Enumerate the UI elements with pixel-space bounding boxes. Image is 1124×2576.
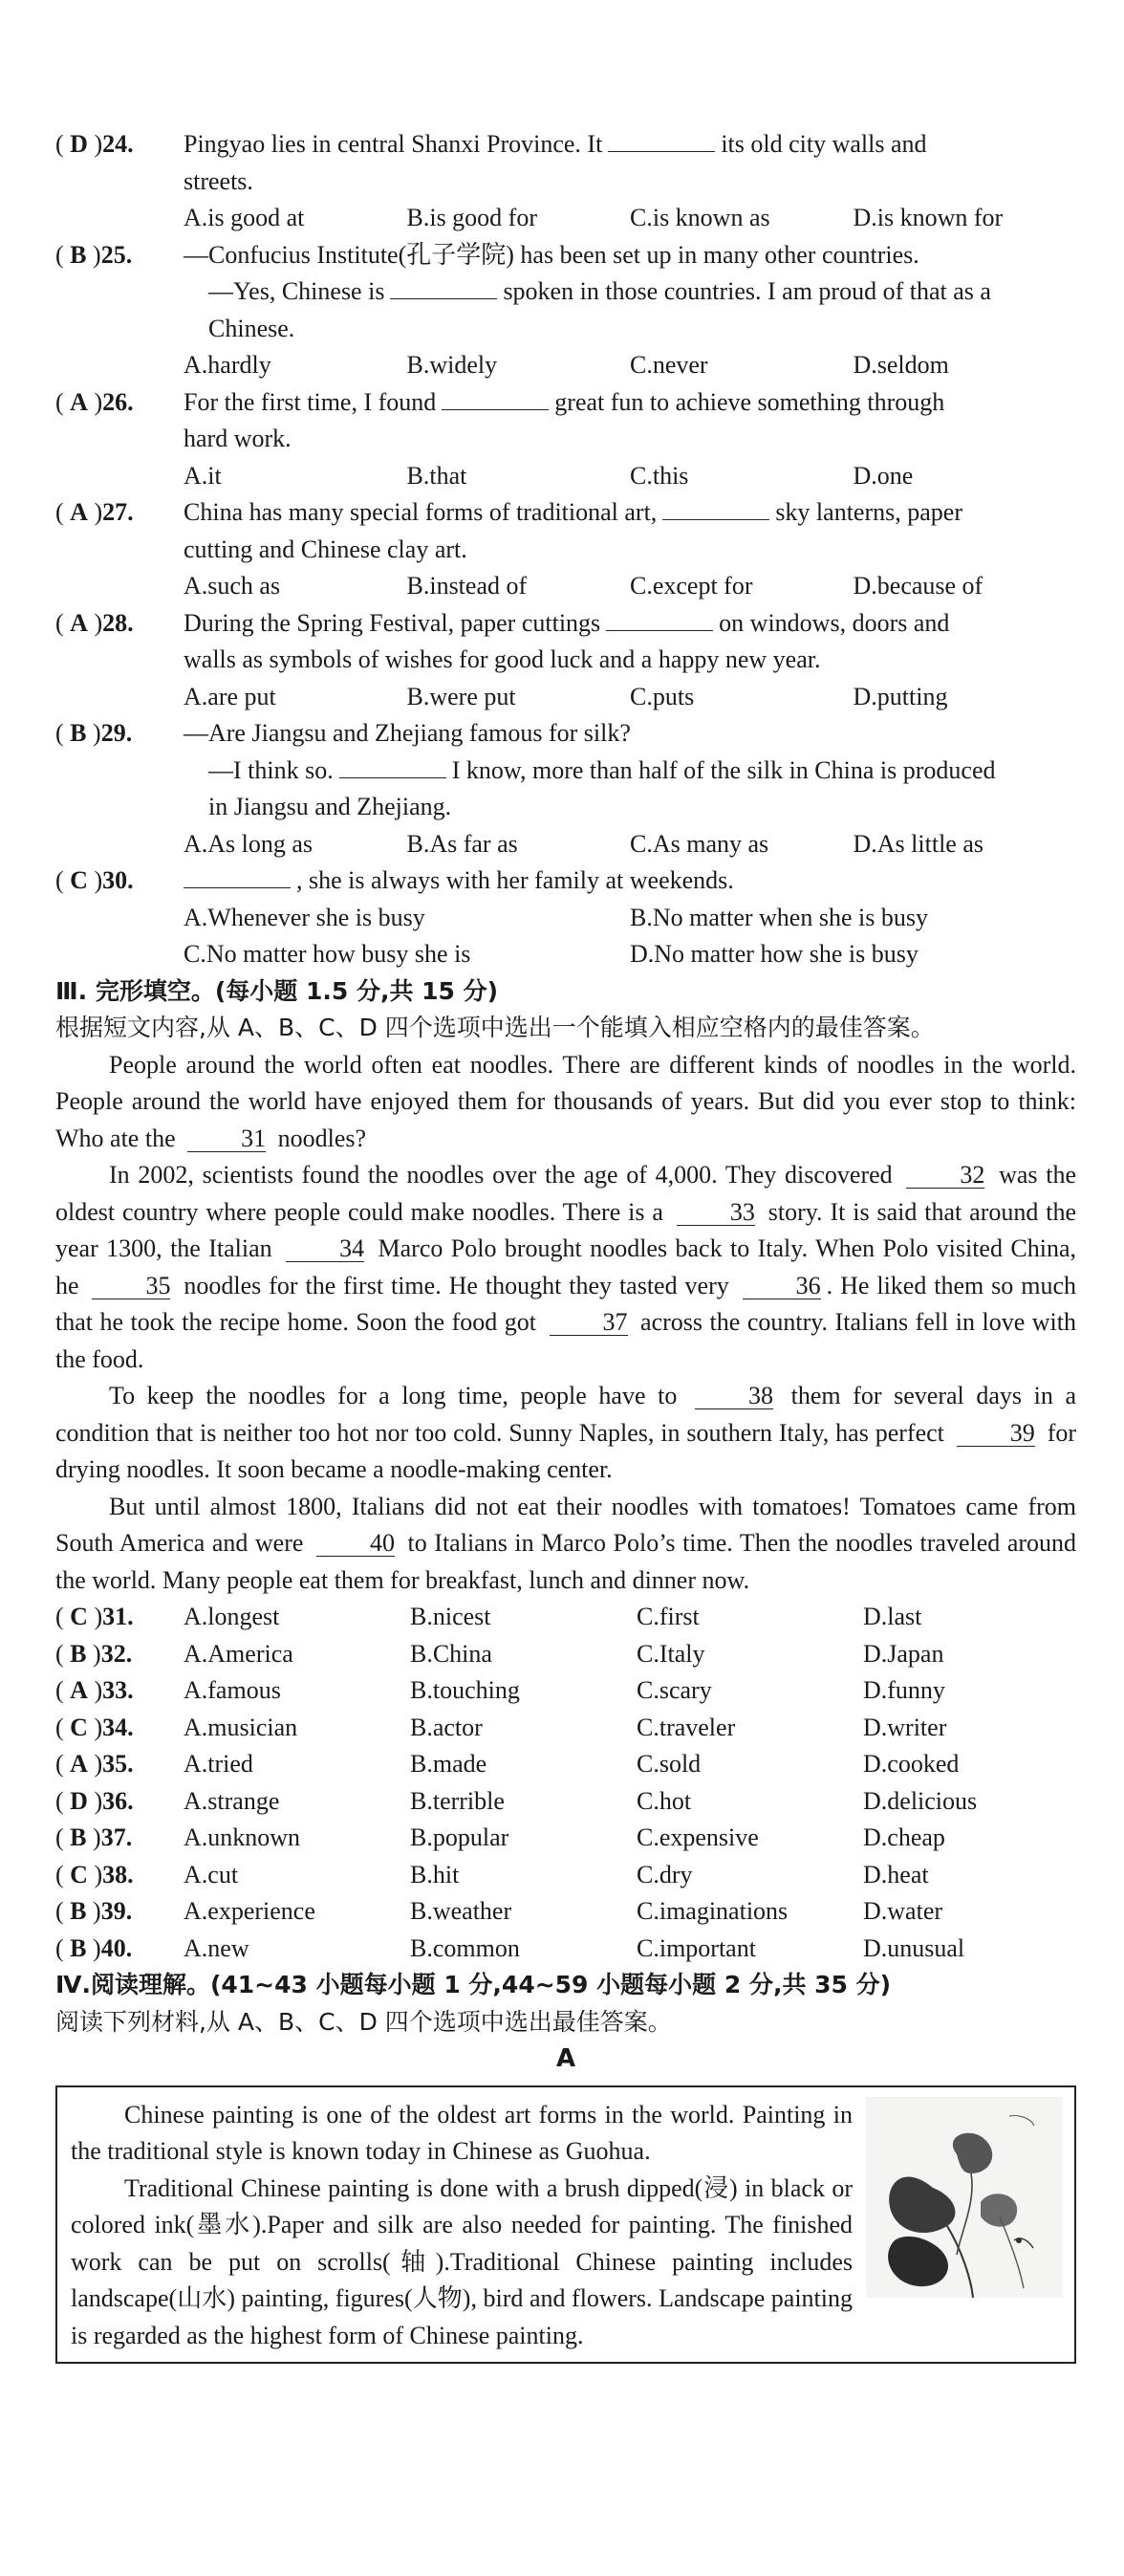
question-30: ( C )30. , she is always with her family at weekends. A.Whenever she is busy B.No matter when she is busy C.No matter how busy she is D.No matter how she is busy — [55, 862, 1076, 973]
blank-34[interactable]: 34 — [286, 1236, 364, 1262]
blank-35[interactable]: 35 — [92, 1274, 170, 1299]
options: A.hardly B.widely C.never D.seldom — [184, 351, 949, 379]
question-24: ( D )24. Pingyao lies in central Shanxi Province. It its old city walls and streets. A.is good at B.is good for C.is known as D.is known for — [55, 126, 1076, 237]
paragraph: To keep the noodles for a long time, people have to 38 them for several days in a condition that is neither too hot nor too cold. Sunny Naples, in southern Italy, has perfect 39 for drying noodles. It soon became a noodle-making center. — [55, 1382, 1077, 1483]
cloze-question-34: ( C )34. A.musician B.actor C.traveler D.writer — [55, 1713, 947, 1741]
answer-mark: ( C )30. — [55, 866, 134, 894]
options: A.is good at B.is good for C.is known as D.is known for — [184, 204, 1004, 231]
answer-mark: ( B )25. — [55, 240, 133, 269]
answer-blank[interactable] — [662, 494, 769, 520]
section-4-instructions: 阅读下列材料,从 A、B、C、D 四个选项中选出最佳答案。 — [55, 2007, 672, 2036]
blank-31[interactable]: 31 — [187, 1126, 266, 1152]
reading-passage-a — [55, 2085, 1076, 2365]
answer-mark: ( B )29. — [55, 719, 133, 747]
answer-mark: ( A )28. — [55, 608, 134, 637]
answer-blank[interactable] — [390, 273, 497, 299]
paragraph: In 2002, scientists found the noodles over the age of 4,000. They discovered 32 was the oldest country where people could make noodles. There is a 33 story. It is said that around the year 1300, the Italian 34 Marco Polo brought noodles back to Italy. When Polo visited China, he 35 noodles for the first time. He thought they tasted very 36 . He liked them so much that he took the recipe home. Soon the food got 37 across the country. Italians fell in love with the food. — [55, 1161, 1077, 1373]
answer-blank[interactable] — [339, 753, 446, 778]
answer-mark: ( D )24. — [55, 130, 134, 158]
answer-blank[interactable] — [608, 126, 715, 152]
passage-a-label: A — [555, 2044, 576, 2073]
cloze-question-36: ( D )36. A.strange B.terrible C.hot D.delicious — [55, 1786, 978, 1815]
blank-32[interactable]: 32 — [906, 1163, 984, 1189]
options: A.such as B.instead of C.except for D.because of — [184, 572, 984, 600]
options: A.it B.that C.this D.one — [184, 461, 914, 490]
options: C.No matter how busy she is D.No matter how she is busy — [184, 940, 919, 968]
question-29: ( B )29. —Are Jiangsu and Zhejiang famous for silk? —I think so. I know, more than half of the silk in China is produced in Jiangsu and Zhejiang. A.As long as B.As far as C.As many as D.As little as — [55, 715, 1076, 862]
worksheet-content — [55, 126, 1076, 2364]
paragraph: Traditional Chinese painting is done with a brush dipped(浸) in black or colored ink(墨水).Paper and silk are also needed for painting. The finished work can be put on scrolls(轴).Traditional Chinese painting includes landscape(山水) painting, figures(人物), bird and flowers. Landscape painting is regarded as the highest form of Chinese painting. — [71, 2173, 853, 2349]
cloze-question-35: ( A )35. A.tried B.made C.sold D.cooked — [55, 1750, 960, 1778]
blank-37[interactable]: 37 — [550, 1310, 628, 1336]
options: A.As long as B.As far as C.As many as D.As little as — [184, 829, 984, 858]
question-25: ( B )25. —Confucius Institute(孔子学院) has been set up in many other countries. —Yes, Chinese is spoken in those countries. I am proud of that as a Chinese. A.hardly B.widely C.never D.seldom — [55, 237, 1076, 384]
options: A.Whenever she is busy B.No matter when she is busy — [184, 903, 928, 931]
question-28: ( A )28. During the Spring Festival, paper cuttings on windows, doors and walls as symbols of wishes for good luck and a happy new year. A.are put B.were put C.puts D.putting — [55, 605, 1076, 716]
cloze-question-40: ( B )40. A.new B.common C.important D.unusual — [55, 1933, 965, 1962]
cloze-question-31: ( C )31. A.longest B.nicest C.first D.last — [55, 1603, 922, 1630]
options: A.are put B.were put C.puts D.putting — [184, 682, 948, 710]
cloze-options — [55, 1599, 1076, 1967]
answer-blank[interactable] — [606, 605, 713, 631]
answer-mark: ( A )26. — [55, 387, 134, 416]
ink-painting-image — [866, 2097, 1063, 2298]
answer-blank[interactable] — [442, 384, 549, 410]
section-4-title: Ⅳ.阅读理解。(41~43 小题每小题 1 分,44~59 小题每小题 2 分,共 35 分) — [55, 1971, 892, 1998]
cloze-question-39: ( B )39. A.experience B.weather C.imaginations D.water — [55, 1897, 943, 1925]
paragraph: People around the world often eat noodles. There are different kinds of noodles in the world. People around the world have enjoyed them for thousands of years. But did you ever stop to think: Who ate the 31 noodles? — [55, 1050, 1076, 1152]
answer-mark: ( A )27. — [55, 498, 134, 526]
paragraph: Chinese painting is one of the oldest art forms in the world. Painting in the traditional style is known today in Chinese as Guohua. — [71, 2100, 853, 2165]
question-26: ( A )26. For the first time, I found great fun to achieve something through hard work. A.it B.that C.this D.one — [55, 384, 1076, 495]
blank-39[interactable]: 39 — [957, 1421, 1035, 1447]
cloze-passage — [55, 1047, 1076, 1600]
answer-blank[interactable] — [184, 862, 291, 888]
blank-36[interactable]: 36 — [743, 1274, 821, 1299]
blank-40[interactable]: 40 — [316, 1531, 395, 1557]
cloze-question-33: ( A )33. A.famous B.touching C.scary D.funny — [55, 1676, 945, 1704]
section-3-instructions: 根据短文内容,从 A、B、C、D 四个选项中选出一个能填入相应空格内的最佳答案。 — [55, 1014, 935, 1041]
cloze-question-32: ( B )32. A.America B.China C.Italy D.Japan — [55, 1639, 944, 1668]
question-27: ( A )27. China has many special forms of traditional art, sky lanterns, paper cutting and Chinese clay art. A.such as B.instead of C.except for D.because of — [55, 494, 1076, 605]
paragraph: But until almost 1800, Italians did not eat their noodles with tomatoes! Tomatoes came from South America and were 40 to Italians in Marco Polo’s time. Then the noodles traveled around the world. Many people eat them for breakfast, lunch and dinner now. — [55, 1492, 1077, 1594]
blank-33[interactable]: 33 — [677, 1200, 755, 1226]
cloze-question-38: ( C )38. A.cut B.hit C.dry D.heat — [55, 1860, 929, 1888]
blank-38[interactable]: 38 — [695, 1384, 773, 1409]
cloze-question-37: ( B )37. A.unknown B.popular C.expensive D.cheap — [55, 1823, 945, 1851]
section-3-title: Ⅲ. 完形填空。(每小题 1.5 分,共 15 分) — [55, 976, 499, 1005]
